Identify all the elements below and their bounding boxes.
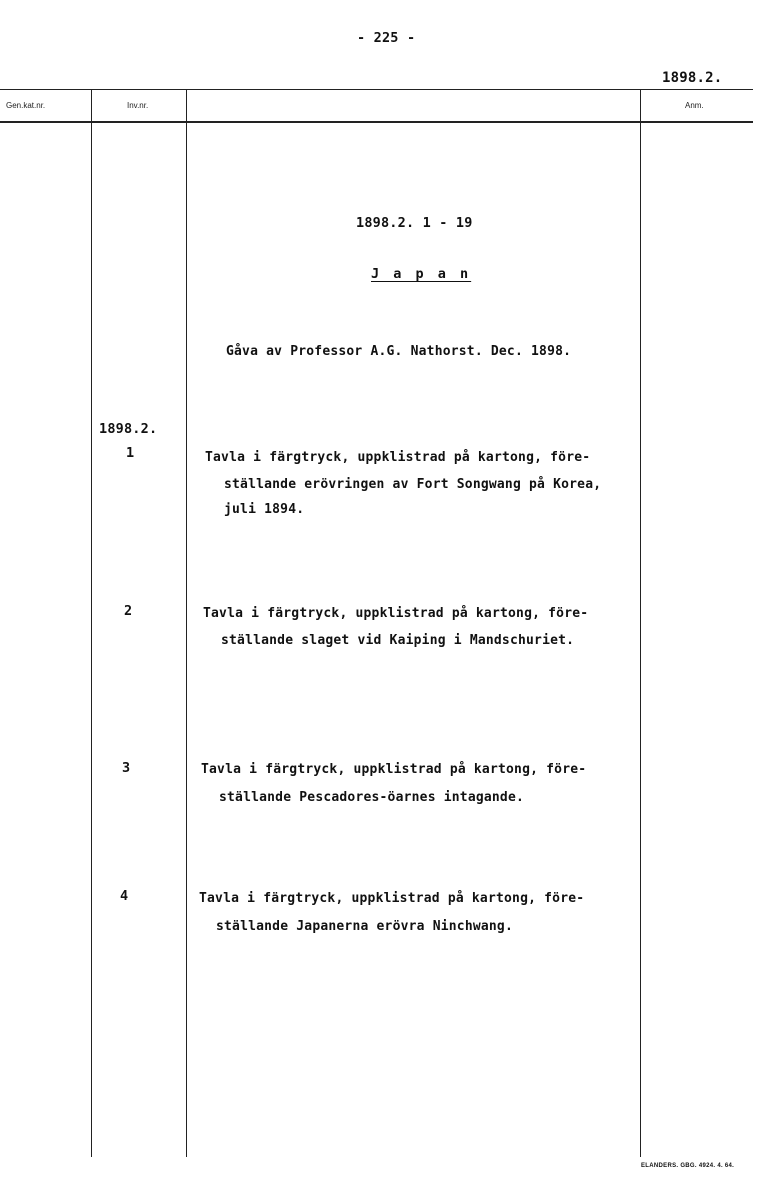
column-divider-3 bbox=[640, 89, 641, 1157]
entry-line: Tavla i färgtryck, uppklistrad på kartong, före- bbox=[201, 762, 587, 777]
entry-line: Tavla i färgtryck, uppklistrad på kartong, före- bbox=[205, 450, 591, 465]
column-header-gen-kat-nr: Gen.kat.nr. bbox=[6, 101, 46, 110]
entry-number: 4 bbox=[120, 888, 129, 904]
entry-line: Tavla i färgtryck, uppklistrad på kartong, före- bbox=[203, 606, 589, 621]
entry-line: ställande erövringen av Fort Songwang på Korea, bbox=[224, 477, 602, 492]
collection-country: J a p a n bbox=[371, 266, 472, 282]
column-divider-1 bbox=[91, 89, 92, 1157]
column-divider-2 bbox=[186, 89, 187, 1157]
donation-note: Gåva av Professor A.G. Nathorst. Dec. 1898. bbox=[226, 344, 572, 359]
entry-number: 3 bbox=[122, 760, 131, 776]
page-number: - 225 - bbox=[357, 30, 416, 46]
column-header-anm: Anm. bbox=[685, 101, 704, 110]
entry-line: ställande Japanerna erövra Ninchwang. bbox=[216, 919, 513, 934]
column-header-inv-nr: Inv.nr. bbox=[127, 101, 149, 110]
entry-line: Tavla i färgtryck, uppklistrad på kartong, före- bbox=[199, 891, 585, 906]
group-label: 1898.2. bbox=[99, 421, 158, 437]
entry-number: 2 bbox=[124, 603, 133, 619]
entry-number: 1 bbox=[126, 445, 135, 461]
entry-line: ställande Pescadores-öarnes intagande. bbox=[219, 790, 525, 805]
printer-footer: ELANDERS. GBG. 4924. 4. 64. bbox=[641, 1163, 735, 1169]
entry-line: ställande slaget vid Kaiping i Mandschuriet. bbox=[221, 633, 575, 648]
collection-range: 1898.2. 1 - 19 bbox=[356, 215, 473, 231]
ledger-reference: 1898.2. bbox=[662, 70, 723, 86]
entry-line: juli 1894. bbox=[224, 502, 305, 517]
